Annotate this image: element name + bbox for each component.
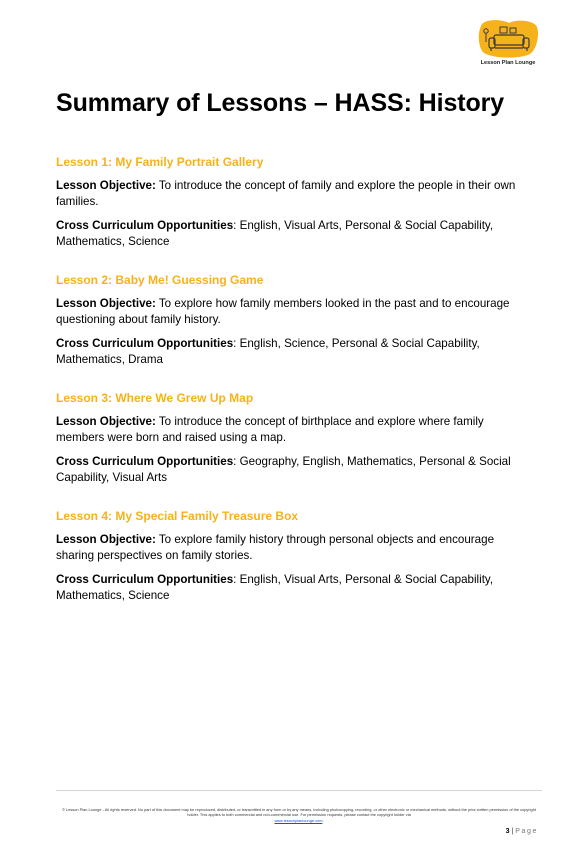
lesson-title: Lesson 2: Baby Me! Guessing Game [56,273,264,287]
sofa-logo-icon [476,18,540,60]
lesson-objective [56,296,526,328]
objective-text: To introduce the concept of family and explore the people in their own families. [56,179,516,208]
objective-label: Lesson Objective: [56,297,156,310]
page-separator: | [509,828,516,835]
objective-text: To explore family history through personal objects and encourage sharing perspectives on family stories. [56,533,495,562]
cross-curriculum [56,572,526,604]
lesson-2 [56,273,526,368]
cross-curriculum [56,336,526,368]
cross-curriculum-label: Cross Curriculum Opportunities [56,337,234,350]
lesson-3 [56,391,526,486]
lesson-objective [56,414,526,446]
copyright-notice [56,807,542,823]
objective-label: Lesson Objective: [56,179,156,192]
cross-curriculum-text: : Geography, English, Mathematics, Personal & Social Capability, Visual Arts [56,455,511,484]
lesson-title: Lesson 1: My Family Portrait Gallery [56,155,264,169]
page-title: Summary of Lessons – HASS: History [56,89,505,117]
lesson-title: Lesson 4: My Special Family Treasure Box [56,509,299,523]
objective-label: Lesson Objective: [56,415,156,428]
cross-curriculum [56,218,526,250]
cross-curriculum [56,454,526,486]
objective-text: To introduce the concept of birthplace and explore where family members were born and raised using a map. [56,415,484,444]
lesson-list [56,155,526,627]
cross-curriculum-label: Cross Curriculum Opportunities [56,219,234,232]
link-suffix: . [322,817,324,823]
cross-curriculum-label: Cross Curriculum Opportunities [56,573,234,586]
footer-divider [56,790,542,791]
lesson-objective [56,178,526,210]
cross-curriculum-text: : English, Visual Arts, Personal & Social Capability, Mathematics, Science [56,573,494,602]
logo-text: Lesson Plan Lounge [480,60,536,66]
cross-curriculum-text: : English, Science, Personal & Social Capability, Mathematics, Drama [56,337,480,366]
lesson-objective [56,532,526,564]
lesson-title: Lesson 3: Where We Grew Up Map [56,391,254,405]
objective-label: Lesson Objective: [56,533,156,546]
cross-curriculum-text: : English, Visual Arts, Personal & Social Capability, Mathematics, Science [56,219,494,248]
lesson-1 [56,155,526,250]
page-label: Page [515,828,538,835]
cross-curriculum-label: Cross Curriculum Opportunities [56,455,234,468]
page-number-value: 3 [505,828,510,835]
page-number [506,828,538,835]
objective-text: To explore how family members looked in the past and to encourage questioning about family history. [56,297,510,326]
copyright-text: © Lesson Plan Lounge - All rights reserved. No part of this document may be reproduced, distributed, or transmitted in any form or by any means, including photocopying, recording, or other electronic or mechanical methods, without the prior written permission of the copyright holder. This applies to both commercial and non-commercial use. For permission requests, please contact the copyright holder via [62,807,536,818]
website-link[interactable]: www.lessonplanlounge.com [274,817,323,823]
lesson-4 [56,509,526,604]
brand-logo [476,18,540,74]
